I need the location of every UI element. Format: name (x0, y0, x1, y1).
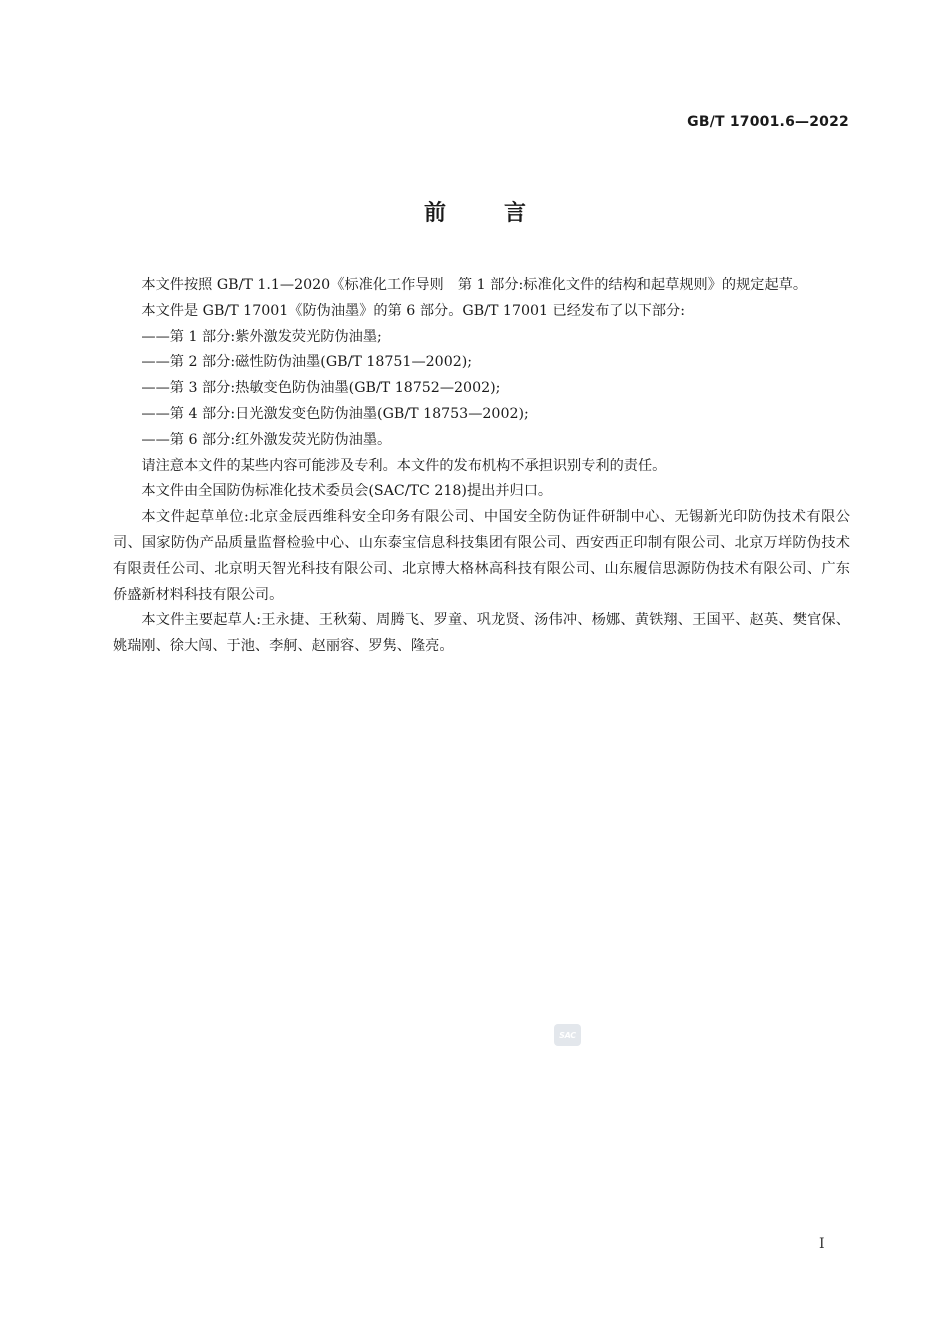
watermark-text: SAC (559, 1030, 576, 1040)
foreword-body (113, 273, 850, 660)
proposed-by-paragraph: 本文件由全国防伪标准化技术委员会(SAC/TC 218)提出并归口。 (141, 483, 553, 500)
patent-notice-paragraph: 请注意本文件的某些内容可能涉及专利。本文件的发布机构不承担识别专利的责任。 (141, 457, 667, 474)
drafters-paragraph: 本文件主要起草人:王永捷、王秋菊、周腾飞、罗童、巩龙贤、汤伟冲、杨娜、黄铁翔、王国平、赵英、樊官保、姚瑞刚、徐大闯、于池、李舸、赵丽容、罗隽、隆亮。 (113, 612, 850, 655)
page-number: I (819, 1236, 825, 1252)
drafting-units-paragraph: 本文件起草单位:北京金辰西维科安全印务有限公司、中国安全防伪证件研制中心、无锡新光印防伪技术有限公司、国家防伪产品质量监督检验中心、山东泰宝信息科技集团有限公司、西安西正印制有限公司、北京万垟防伪技术有限责任公司、北京明天智光科技有限公司、北京博大格林高科技有限公司、山东履信思源防伪技术有限公司、广东侨盛新材料科技有限公司。 (113, 509, 850, 603)
standard-number: GB/T 17001.6—2022 (687, 114, 849, 130)
parts-list-item: ——第 6 部分:红外激发荧光防伪油墨。 (141, 431, 392, 448)
parts-list-item: ——第 2 部分:磁性防伪油墨(GB/T 18751—2002); (141, 354, 473, 371)
drafting-rules-paragraph: 本文件按照 GB/T 1.1—2020《标准化工作导则 第 1 部分:标准化文件的结构和起草规则》的规定起草。 (141, 277, 808, 293)
parts-list-item: ——第 4 部分:日光激发变色防伪油墨(GB/T 18753—2002); (141, 405, 529, 422)
sac-logo-icon (554, 1024, 581, 1046)
page-title: 前言 (423, 201, 584, 226)
part-intro-paragraph: 本文件是 GB/T 17001《防伪油墨》的第 6 部分。GB/T 17001 已经发布了以下部分: (141, 302, 686, 319)
parts-list-item: ——第 1 部分:紫外激发荧光防伪油墨; (141, 328, 382, 345)
parts-list-item: ——第 3 部分:热敏变色防伪油墨(GB/T 18752—2002); (141, 380, 501, 397)
